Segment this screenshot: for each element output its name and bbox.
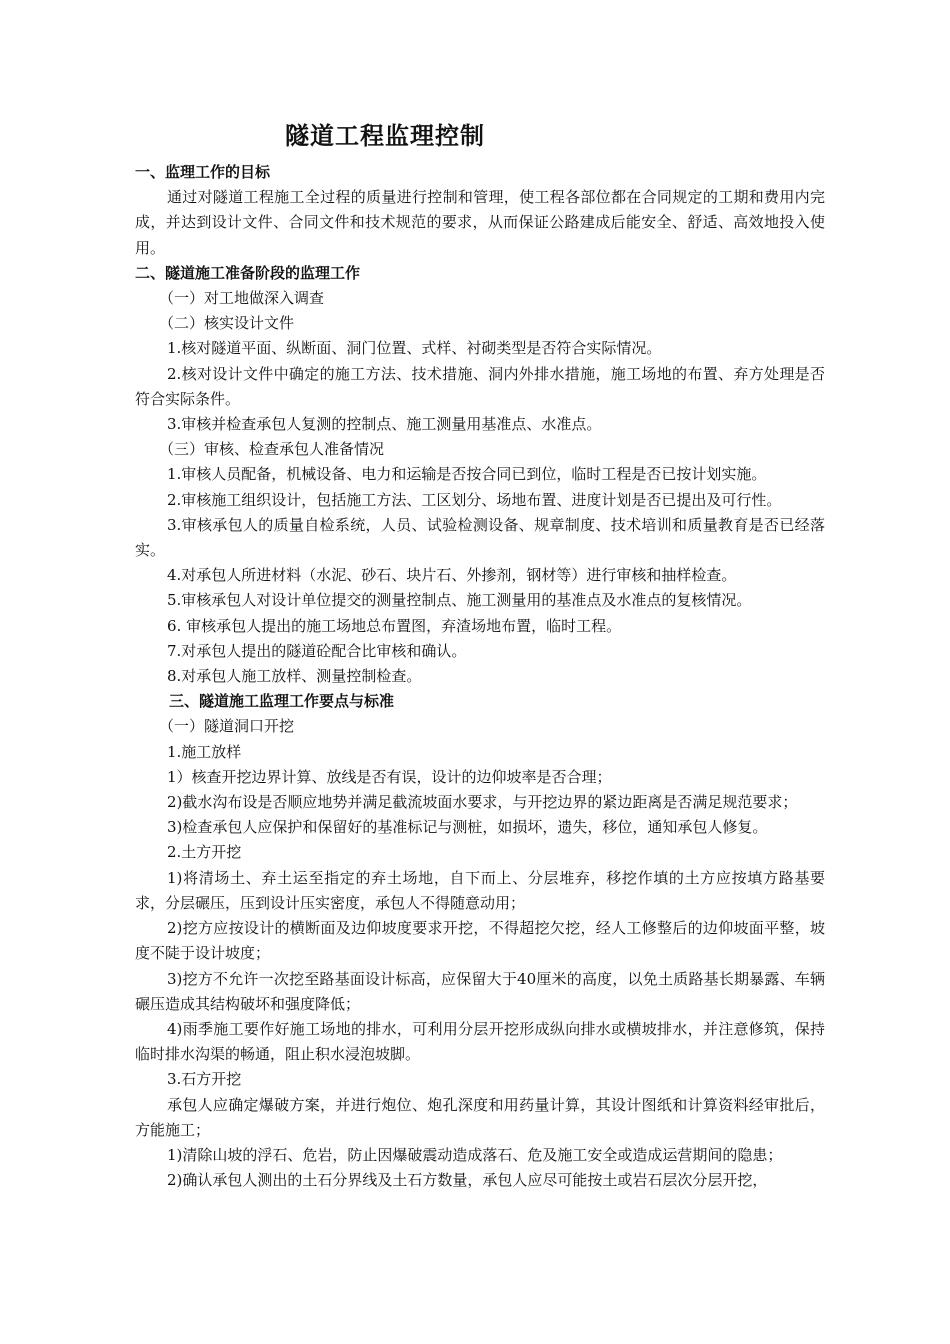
paragraph: 1.核对隧道平面、纵断面、洞门位置、式样、衬砌类型是否符合实际情况。 <box>167 339 662 358</box>
paragraph: （一）对工地做深入调查 <box>159 289 325 308</box>
paragraph: （一）隧道洞口开挖 <box>159 717 295 736</box>
paragraph: 3.审核承包人的质量自检系统，人员、试验检测设备、规章制度、技术培训和质量教育是否已经落实。 <box>135 515 825 560</box>
paragraph: 1）核查开挖边界计算、放线是否有误，设计的边仰坡率是否合理； <box>167 767 612 786</box>
paragraph: （三）审核、检查承包人准备情况 <box>159 440 385 459</box>
paragraph: 2.土方开挖 <box>167 843 242 862</box>
paragraph: 5.审核承包人对设计单位提交的测量控制点、施工测量用的基准点及水准点的复核情况。 <box>167 591 752 610</box>
document-body <box>135 160 825 1193</box>
paragraph: 4)雨季施工要作好施工场地的排水，可利用分层开挖形成纵向排水或横坡排水，并注意修筑，保持临时排水沟渠的畅通，阻止积水浸泡坡脚。 <box>135 1019 825 1064</box>
paragraph: 7.对承包人提出的隧道砼配合比审核和确认。 <box>167 641 467 660</box>
paragraph: 3)挖方不允许一次挖至路基面设计标高，应保留大于40厘米的高度，以免土质路基长期暴露、车辆碾压造成其结构破坏和强度降低； <box>135 969 825 1013</box>
section-heading: 二、隧道施工准备阶段的监理工作 <box>135 263 361 282</box>
section-heading: 一、监理工作的目标 <box>135 163 271 181</box>
paragraph: 4.对承包人所进材料（水泥、砂石、块片石、外掺剂，钢材等）进行审核和抽样检查。 <box>167 566 737 585</box>
paragraph: 6. 审核承包人提出的施工场地总布置图，弃渣场地布置，临时工程。 <box>167 616 622 635</box>
paragraph: 承包人应确定爆破方案，并进行炮位、炮孔深度和用药量计算，其设计图纸和计算资料经审批后，方能施工； <box>135 1095 825 1139</box>
paragraph: 1.审核人员配备，机械设备、电力和运输是否按合同已到位，临时工程是否已按计划实施。 <box>167 465 767 484</box>
paragraph: （二）核实设计文件 <box>159 314 295 333</box>
paragraph: 1)将清场土、弃土运至指定的弃土场地，自下而上、分层堆弃，移挖作填的土方应按填方路基要求，分层碾压，压到设计压实密度，承包人不得随意动用； <box>135 868 825 912</box>
paragraph: 2)挖方应按设计的横断面及边仰坡度要求开挖，不得超挖欠挖，经人工修整后的边仰坡面平整，坡度不陡于设计坡度； <box>135 919 825 963</box>
paragraph: 2.审核施工组织设计，包括施工方法、工区划分、场地布置、进度计划是否已提出及可行性。 <box>167 490 782 509</box>
paragraph: 通过对隧道工程施工全过程的质量进行控制和管理，使工程各部位都在合同规定的工期和费用内完成，并达到设计文件、合同文件和技术规范的要求，从而保证公路建成后能安全、舒适、高效地投入使用。 <box>135 188 825 257</box>
section-heading: 三、隧道施工监理工作要点与标准 <box>169 692 395 711</box>
paragraph: 1)清除山坡的浮石、危岩，防止因爆破震动造成落石、危及施工安全或造成运营期间的隐患； <box>167 1145 783 1164</box>
paragraph: 8.对承包人施工放样、测量控制检查。 <box>167 667 422 686</box>
document-title: 隧道工程监理控制 <box>285 122 485 150</box>
paragraph: 2.核对设计文件中确定的施工方法、技术措施、洞内外排水措施，施工场地的布置、弃方处理是否符合实际条件。 <box>135 364 825 408</box>
paragraph: 3.审核并检查承包人复测的控制点、施工测量用基准点、水准点。 <box>167 415 602 434</box>
paragraph: 3.石方开挖 <box>167 1070 242 1089</box>
paragraph: 3)检查承包人应保护和保留好的基准标记与测桩，如损坏，遗失，移位，通知承包人修复。 <box>167 818 768 837</box>
paragraph: 1.施工放样 <box>167 742 242 761</box>
paragraph: 2)截水沟布设是否顺应地势并满足截流坡面水要求，与开挖边界的紧边距离是否满足规范要求； <box>167 793 798 812</box>
paragraph: 2)确认承包人测出的土石分界线及土石方数量，承包人应尽可能按土或岩石层次分层开挖， <box>167 1171 768 1190</box>
